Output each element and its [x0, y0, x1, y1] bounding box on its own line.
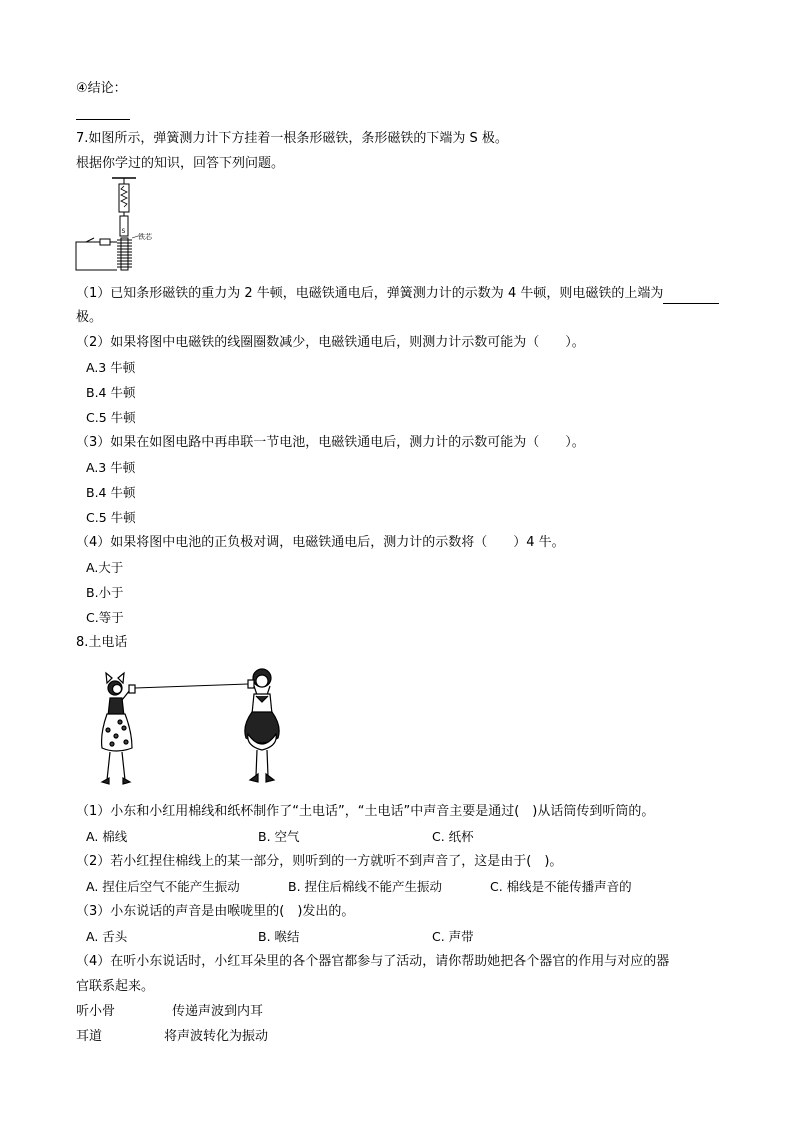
q7-p2-text: （2）如果将图中电磁铁的线圈圈数减少，电磁铁通电后，则测力计示数可能为（ ）。 — [76, 335, 585, 350]
q8-p2-option-a[interactable]: A. 捏住后空气不能产生振动 — [86, 879, 240, 894]
q8-title: 8.土电话 — [76, 635, 128, 650]
switch — [86, 238, 94, 242]
conclusion-label: ④结论： — [76, 81, 127, 96]
q7-p1 — [76, 285, 719, 304]
q7-p1-tail: 极。 — [76, 310, 103, 325]
girl-right — [245, 669, 279, 782]
q8-p3-option-a[interactable]: A. 舌头 — [86, 929, 128, 944]
match-organ-2[interactable]: 耳道 — [76, 1029, 103, 1044]
match-organ-1[interactable]: 听小骨 — [76, 1004, 116, 1019]
q7-p2-option-a[interactable]: A.3 牛顿 — [86, 360, 136, 375]
q7-stem: 7.如图所示，弹簧测力计下方挂着一根条形磁铁，条形磁铁的下端为 S 极。 — [76, 131, 508, 146]
q7-p3-text: （3）如果在如图电路中再串联一节电池，电磁铁通电后，测力计的示数可能为（ ）。 — [76, 435, 585, 450]
q8-p2-option-b[interactable]: B. 捏住后棉线不能产生振动 — [288, 879, 443, 894]
q7-p2-option-b[interactable]: B.4 牛顿 — [86, 385, 136, 400]
q8-p1-option-c[interactable]: C. 纸杯 — [432, 829, 474, 844]
q7-p4-option-b[interactable]: B.小于 — [86, 585, 124, 600]
q8-p3-option-c[interactable]: C. 声带 — [432, 929, 474, 944]
q7-intro: 根据你学过的知识，回答下列问题。 — [76, 156, 285, 171]
conclusion-blank[interactable] — [76, 119, 130, 120]
q7-p2-option-c[interactable]: C.5 牛顿 — [86, 410, 136, 425]
q8-p3-text: （3）小东说话的声音是由喉咙里的( )发出的。 — [76, 904, 355, 919]
q8-p3-option-b[interactable]: B. 喉结 — [258, 929, 300, 944]
iron-core-label: 铁芯 — [138, 233, 152, 241]
string-telephone-figure — [96, 664, 296, 790]
q8-p1-text: （1）小东和小红用棉线和纸杯制作了“土电话”，“土电话”中声音主要是通过( )从话筒传到听筒的。 — [76, 804, 655, 819]
q7-p3-option-a[interactable]: A.3 牛顿 — [86, 460, 136, 475]
match-function-1[interactable]: 传递声波到内耳 — [172, 1004, 264, 1019]
q8-p4-text1: （4）在听小东说话时，小红耳朵里的各个器官都参与了活动，请你帮助她把各个器官的作用与对应的器 — [76, 954, 670, 969]
q8-p4-text2: 官联系起来。 — [76, 979, 155, 994]
match-function-2[interactable]: 将声波转化为振动 — [164, 1029, 269, 1044]
q7-p4-option-c[interactable]: C.等于 — [86, 610, 124, 625]
q7-p3-option-b[interactable]: B.4 牛顿 — [86, 485, 136, 500]
electromagnet-figure — [72, 176, 172, 276]
q8-p1-option-a[interactable]: A. 棉线 — [86, 829, 128, 844]
battery — [100, 239, 110, 245]
circuit-wire — [76, 242, 117, 270]
q7-p1-text: （1）已知条形磁铁的重力为 2 牛顿，电磁铁通电后，弹簧测力计的示数为 4 牛顿，则电磁铁的上端为 — [76, 286, 664, 301]
cotton-string — [135, 684, 248, 688]
q7-p1-blank[interactable] — [663, 285, 719, 304]
q7-p4-option-a[interactable]: A.大于 — [86, 560, 124, 575]
q7-p4-text: （4）如果将图中电池的正负极对调，电磁铁通电后，测力计的示数将（ ）4 牛。 — [76, 535, 565, 550]
s-pole-label: S — [121, 228, 126, 235]
q8-p2-text: （2）若小红捏住棉线上的某一部分，则听到的一方就听不到声音了，这是由于( )。 — [76, 854, 563, 869]
girl-left — [102, 673, 135, 784]
q7-p3-option-c[interactable]: C.5 牛顿 — [86, 510, 136, 525]
q8-p1-option-b[interactable]: B. 空气 — [258, 829, 300, 844]
paper-cup-left — [129, 685, 135, 693]
paper-cup-right — [248, 680, 254, 688]
q8-p2-option-c[interactable]: C. 棉线是不能传播声音的 — [490, 879, 632, 894]
